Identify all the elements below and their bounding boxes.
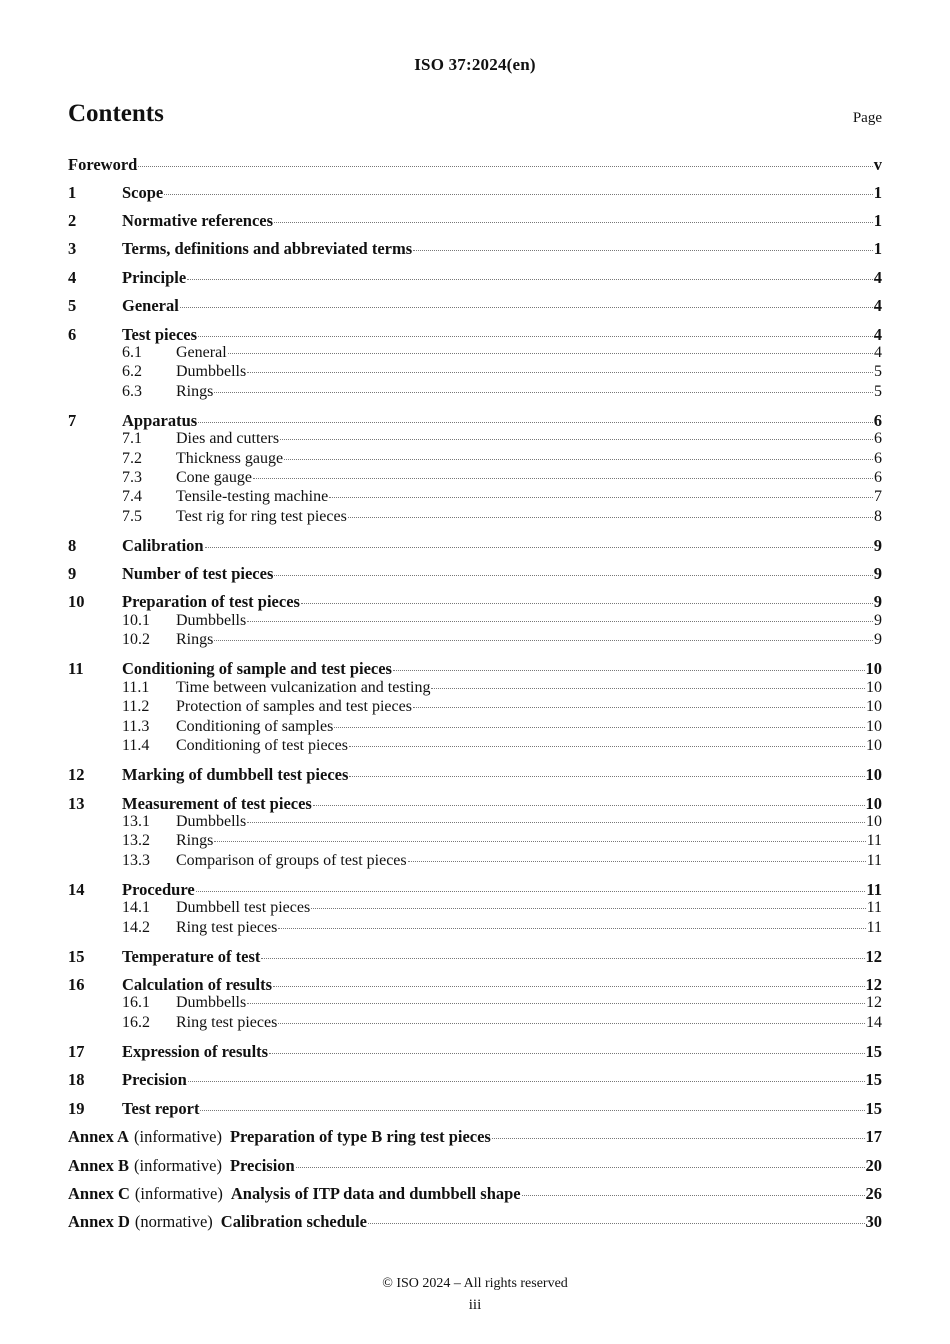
toc-entry-page[interactable]: 14 bbox=[866, 1014, 882, 1031]
toc-entry-page[interactable]: 6 bbox=[874, 430, 882, 447]
toc-entry-title[interactable]: Dumbbells bbox=[176, 994, 247, 1011]
toc-entry-title[interactable]: Terms, definitions and abbreviated terms bbox=[122, 239, 413, 258]
toc-entry-number: 15 bbox=[68, 947, 85, 966]
toc-entry-title[interactable]: Conditioning of test pieces bbox=[176, 737, 348, 754]
toc-entry-page[interactable]: 9 bbox=[873, 564, 882, 583]
footer-page-number: iii bbox=[468, 1297, 482, 1313]
toc-entry[interactable] bbox=[68, 592, 882, 612]
toc-entry-number: 19 bbox=[68, 1099, 85, 1118]
dot-leader bbox=[180, 307, 873, 308]
toc-subentry[interactable] bbox=[68, 679, 882, 699]
toc-entry-page[interactable]: 11 bbox=[866, 899, 882, 916]
toc-entry-title[interactable]: Number of test pieces bbox=[122, 564, 274, 583]
toc-entry-title[interactable]: Ring test pieces bbox=[176, 919, 278, 936]
toc-entry-title[interactable]: Rings bbox=[176, 832, 214, 849]
toc-entry-title[interactable]: Time between vulcanization and testing bbox=[176, 679, 431, 696]
toc-entry-number: 16 bbox=[68, 975, 85, 994]
toc-entry-number: 2 bbox=[68, 211, 77, 230]
dot-leader bbox=[261, 958, 864, 959]
dot-leader bbox=[301, 603, 873, 604]
toc-entry-title[interactable]: Conditioning of samples bbox=[176, 718, 334, 735]
toc-entry-title[interactable]: Marking of dumbbell test pieces bbox=[122, 765, 349, 784]
toc-entry-page[interactable]: 10 bbox=[866, 679, 882, 696]
toc-entry-number: 10.2 bbox=[122, 631, 150, 648]
toc-entry-number: 7.2 bbox=[122, 450, 142, 467]
toc-entry-title[interactable]: Apparatus bbox=[122, 411, 198, 430]
toc-subentry[interactable] bbox=[68, 383, 882, 403]
toc-entry-title[interactable]: Preparation of test pieces bbox=[122, 592, 300, 611]
annex-title[interactable]: Analysis of ITP data and dumbbell shape bbox=[230, 1184, 521, 1203]
toc-entry-number: 12 bbox=[68, 765, 85, 784]
toc-subentry[interactable] bbox=[68, 899, 882, 919]
toc-entry-page[interactable]: 9 bbox=[874, 612, 882, 629]
dot-leader bbox=[311, 908, 865, 909]
dot-leader bbox=[247, 621, 873, 622]
toc-entry-page[interactable]: 15 bbox=[865, 1099, 882, 1118]
toc-entry-title[interactable]: Dies and cutters bbox=[176, 430, 280, 447]
toc-entry-page[interactable]: 6 bbox=[873, 411, 882, 430]
dot-leader bbox=[492, 1138, 865, 1139]
toc-entry[interactable] bbox=[68, 1070, 882, 1090]
dot-leader bbox=[247, 822, 865, 823]
dot-leader bbox=[253, 478, 873, 479]
toc-entry-page[interactable]: 4 bbox=[873, 268, 882, 287]
toc-entry-page[interactable]: 4 bbox=[873, 325, 882, 344]
toc-subentry[interactable] bbox=[68, 631, 882, 651]
dot-leader bbox=[138, 166, 872, 167]
toc-entry-title[interactable]: Cone gauge bbox=[176, 469, 252, 486]
toc-entry-number: 7.1 bbox=[122, 430, 142, 447]
toc-subentry[interactable] bbox=[68, 344, 882, 364]
toc-entry[interactable] bbox=[68, 1042, 882, 1062]
toc-subentry[interactable] bbox=[68, 832, 882, 852]
dot-leader bbox=[214, 640, 873, 641]
toc-entry[interactable] bbox=[68, 1099, 882, 1119]
toc-entry-number: 11.4 bbox=[122, 737, 150, 754]
toc-entry-page[interactable]: 11 bbox=[866, 852, 882, 869]
toc-entry-page[interactable]: 11 bbox=[866, 832, 882, 849]
toc-entry-title[interactable]: General bbox=[176, 344, 227, 361]
toc-entry-title[interactable]: Temperature of test bbox=[122, 947, 261, 966]
toc-entry-number: 10 bbox=[68, 592, 85, 611]
annex-kind: (normative) bbox=[134, 1212, 213, 1231]
toc-entry-page[interactable]: 10 bbox=[865, 794, 882, 813]
dot-leader bbox=[368, 1223, 864, 1224]
toc-entry-number: 6.2 bbox=[122, 363, 142, 380]
toc-entry-title[interactable]: Tensile-testing machine bbox=[176, 488, 329, 505]
toc-entry[interactable] bbox=[68, 975, 882, 995]
toc-subentry[interactable] bbox=[68, 737, 882, 757]
dot-leader bbox=[349, 746, 865, 747]
toc-entry-page[interactable]: 8 bbox=[874, 508, 882, 525]
toc-entry-page[interactable]: 11 bbox=[866, 880, 882, 899]
annex-kind: (informative) bbox=[133, 1127, 222, 1146]
toc-entry-number: 4 bbox=[68, 268, 77, 287]
dot-leader bbox=[187, 279, 873, 280]
toc-entry-page[interactable]: 4 bbox=[873, 296, 882, 315]
toc-entry[interactable] bbox=[68, 296, 882, 316]
dot-leader bbox=[329, 497, 873, 498]
dot-leader bbox=[413, 707, 865, 708]
toc-entry-page[interactable]: 10 bbox=[866, 698, 882, 715]
toc-subentry[interactable] bbox=[68, 612, 882, 632]
toc-entry-title[interactable]: Calculation of results bbox=[122, 975, 273, 994]
toc-entry-number: 7 bbox=[68, 411, 77, 430]
toc-entry-page[interactable]: 10 bbox=[866, 737, 882, 754]
toc-entry-title[interactable]: Dumbbells bbox=[176, 363, 247, 380]
dot-leader bbox=[273, 986, 864, 987]
toc-entry-number: 13 bbox=[68, 794, 85, 813]
toc-entry[interactable] bbox=[68, 794, 882, 814]
toc-entry-number: 14.1 bbox=[122, 899, 150, 916]
toc-entry-page[interactable]: 9 bbox=[873, 536, 882, 555]
dot-leader bbox=[349, 776, 864, 777]
dot-leader bbox=[408, 861, 866, 862]
toc-entry[interactable] bbox=[68, 659, 882, 679]
toc-entry-number: 11 bbox=[68, 659, 84, 678]
toc-entry-page[interactable]: 9 bbox=[873, 592, 882, 611]
dot-leader bbox=[296, 1167, 865, 1168]
dot-leader bbox=[198, 336, 873, 337]
toc-subentry[interactable] bbox=[68, 852, 882, 872]
toc-entry-number: 13.2 bbox=[122, 832, 150, 849]
toc-entry[interactable] bbox=[68, 183, 882, 203]
dot-leader bbox=[522, 1195, 865, 1196]
toc-entry-number: 13.3 bbox=[122, 852, 150, 869]
doc-header: ISO 37:2024(en) bbox=[414, 55, 536, 74]
toc-annex-entry[interactable] bbox=[68, 1212, 882, 1232]
dot-leader bbox=[214, 392, 873, 393]
annex-label: Annex B bbox=[68, 1156, 129, 1175]
toc-entry-page[interactable]: 5 bbox=[874, 383, 882, 400]
toc-entry-page[interactable]: 12 bbox=[866, 994, 882, 1011]
toc-entry[interactable] bbox=[68, 239, 882, 259]
toc-entry[interactable] bbox=[68, 765, 882, 785]
toc-entry-title[interactable]: Test rig for ring test pieces bbox=[176, 508, 347, 525]
toc-entry-title[interactable]: Rings bbox=[176, 631, 214, 648]
toc-entry-number: 18 bbox=[68, 1070, 85, 1089]
toc-entry[interactable] bbox=[68, 325, 882, 345]
annex-label: Annex D bbox=[68, 1212, 130, 1231]
dot-leader bbox=[196, 891, 866, 892]
dot-leader bbox=[198, 422, 873, 423]
toc-entry-title[interactable]: Test pieces bbox=[122, 325, 198, 344]
toc-entry-title[interactable]: Precision bbox=[122, 1070, 187, 1089]
toc-entry-page[interactable]: 4 bbox=[874, 344, 882, 361]
dot-leader bbox=[205, 547, 873, 548]
toc-entry[interactable] bbox=[68, 947, 882, 967]
annex-title[interactable]: Preparation of type B ring test pieces bbox=[229, 1127, 491, 1146]
toc-entry-title[interactable]: Dumbbells bbox=[176, 612, 247, 629]
toc-entry-title[interactable]: Expression of results bbox=[122, 1042, 269, 1061]
toc-entry-title[interactable]: Procedure bbox=[122, 880, 195, 899]
toc-entry[interactable] bbox=[68, 268, 882, 288]
toc-entry-title[interactable]: Normative references bbox=[122, 211, 274, 230]
dot-leader bbox=[188, 1081, 865, 1082]
toc-entry-number: 1 bbox=[68, 183, 77, 202]
toc-entry-title[interactable]: Foreword bbox=[68, 155, 138, 174]
toc-entry-title[interactable]: Ring test pieces bbox=[176, 1014, 278, 1031]
toc-entry[interactable] bbox=[68, 564, 882, 584]
toc-entry-number: 7.5 bbox=[122, 508, 142, 525]
toc-entry[interactable] bbox=[68, 411, 882, 431]
dot-leader bbox=[274, 222, 873, 223]
toc-entry-number: 7.3 bbox=[122, 469, 142, 486]
dot-leader bbox=[214, 841, 865, 842]
dot-leader bbox=[313, 805, 865, 806]
toc-entry-number: 6 bbox=[68, 325, 77, 344]
toc-entry-page[interactable]: 12 bbox=[865, 975, 882, 994]
dot-leader bbox=[348, 517, 873, 518]
toc-entry-title[interactable]: General bbox=[122, 296, 179, 315]
dot-leader bbox=[164, 194, 873, 195]
toc-entry-page[interactable]: 1 bbox=[873, 239, 882, 258]
toc-entry-title[interactable]: Measurement of test pieces bbox=[122, 794, 312, 813]
dot-leader bbox=[278, 928, 865, 929]
dot-leader bbox=[200, 1110, 864, 1111]
toc-entry-number: 14 bbox=[68, 880, 85, 899]
toc-entry-page[interactable]: 10 bbox=[865, 659, 882, 678]
toc-entry-title[interactable]: Test report bbox=[122, 1099, 200, 1118]
toc-entry[interactable] bbox=[68, 155, 882, 175]
toc-entry-page[interactable]: 6 bbox=[874, 469, 882, 486]
annex-label: Annex C bbox=[68, 1184, 130, 1203]
toc-entry-page[interactable]: 15 bbox=[865, 1042, 882, 1061]
annex-title[interactable]: Calibration schedule bbox=[220, 1212, 368, 1231]
toc-entry-title[interactable]: Comparison of groups of test pieces bbox=[176, 852, 407, 869]
toc-subentry[interactable] bbox=[68, 919, 882, 939]
annex-label: Annex A bbox=[68, 1127, 129, 1146]
toc-entry-page[interactable]: 15 bbox=[865, 1070, 882, 1089]
toc-entry-page[interactable]: 5 bbox=[874, 363, 882, 380]
toc-entry-number: 5 bbox=[68, 296, 77, 315]
annex-page[interactable]: 20 bbox=[865, 1156, 882, 1175]
toc-subentry[interactable] bbox=[68, 994, 882, 1014]
dot-leader bbox=[274, 575, 872, 576]
toc-entry-number: 16.1 bbox=[122, 994, 150, 1011]
toc-subentry[interactable] bbox=[68, 508, 882, 528]
toc-entry-number: 14.2 bbox=[122, 919, 150, 936]
toc-entry-page[interactable]: 1 bbox=[873, 183, 882, 202]
toc-entry-page[interactable]: 10 bbox=[866, 718, 882, 735]
toc-entry-number: 9 bbox=[68, 564, 77, 583]
toc-annex-entry[interactable] bbox=[68, 1184, 882, 1204]
dot-leader bbox=[413, 250, 873, 251]
dot-leader bbox=[431, 688, 865, 689]
toc-entry-page[interactable]: 7 bbox=[874, 488, 882, 505]
toc-subentry[interactable] bbox=[68, 430, 882, 450]
dot-leader bbox=[269, 1053, 864, 1054]
toc-subentry[interactable] bbox=[68, 1014, 882, 1034]
footer-copyright: © ISO 2024 – All rights reserved bbox=[382, 1276, 568, 1291]
toc-entry-title[interactable]: Dumbbells bbox=[176, 813, 247, 830]
toc-annex-entry[interactable] bbox=[68, 1127, 882, 1147]
annex-page[interactable]: 17 bbox=[865, 1127, 882, 1146]
dot-leader bbox=[280, 439, 873, 440]
dot-leader bbox=[247, 372, 873, 373]
page-column-label: Page bbox=[852, 110, 882, 126]
toc-entry-number: 11.1 bbox=[122, 679, 150, 696]
toc-subentry[interactable] bbox=[68, 718, 882, 738]
toc-entry-title[interactable]: Dumbbell test pieces bbox=[176, 899, 311, 916]
toc-entry-title[interactable]: Thickness gauge bbox=[176, 450, 284, 467]
toc-entry-page[interactable]: 10 bbox=[865, 765, 882, 784]
dot-leader bbox=[334, 727, 865, 728]
toc-entry-title[interactable]: Principle bbox=[122, 268, 187, 287]
toc-entry-number: 16.2 bbox=[122, 1014, 150, 1031]
annex-title[interactable]: Precision bbox=[229, 1156, 295, 1175]
toc-entry-page[interactable]: v bbox=[873, 155, 882, 174]
annex-kind: (informative) bbox=[134, 1184, 223, 1203]
toc-entry-page[interactable]: 11 bbox=[866, 919, 882, 936]
toc-entry-number: 7.4 bbox=[122, 488, 142, 505]
toc-entry-page[interactable]: 12 bbox=[865, 947, 882, 966]
toc-subentry[interactable] bbox=[68, 363, 882, 383]
toc-annex-entry[interactable] bbox=[68, 1156, 882, 1176]
dot-leader bbox=[393, 670, 865, 671]
toc-entry-number: 11.3 bbox=[122, 718, 150, 735]
toc-entry-number: 11.2 bbox=[122, 698, 150, 715]
toc-subentry[interactable] bbox=[68, 698, 882, 718]
annex-page[interactable]: 30 bbox=[865, 1212, 882, 1231]
toc-entry-page[interactable]: 10 bbox=[866, 813, 882, 830]
toc-entry-number: 8 bbox=[68, 536, 77, 555]
toc-entry-title[interactable]: Calibration bbox=[122, 536, 204, 555]
toc-entry-title[interactable]: Conditioning of sample and test pieces bbox=[122, 659, 392, 678]
toc-subentry[interactable] bbox=[68, 488, 882, 508]
contents-title: Contents bbox=[68, 100, 164, 127]
annex-kind: (informative) bbox=[133, 1156, 222, 1175]
toc-entry-number: 10.1 bbox=[122, 612, 150, 629]
dot-leader bbox=[278, 1023, 865, 1024]
toc-subentry[interactable] bbox=[68, 450, 882, 470]
toc-entry-page[interactable]: 1 bbox=[873, 211, 882, 230]
toc-entry-page[interactable]: 9 bbox=[874, 631, 882, 648]
toc-entry[interactable] bbox=[68, 211, 882, 231]
toc-subentry[interactable] bbox=[68, 813, 882, 833]
toc-entry-page[interactable]: 6 bbox=[874, 450, 882, 467]
toc-entry-number: 6.1 bbox=[122, 344, 142, 361]
toc-entry-number: 17 bbox=[68, 1042, 85, 1061]
dot-leader bbox=[247, 1003, 865, 1004]
toc-entry-number: 13.1 bbox=[122, 813, 150, 830]
toc-entry[interactable] bbox=[68, 536, 882, 556]
toc-entry-title[interactable]: Rings bbox=[176, 383, 214, 400]
toc-entry-title[interactable]: Scope bbox=[122, 183, 164, 202]
toc-entry-title[interactable]: Protection of samples and test pieces bbox=[176, 698, 412, 715]
dot-leader bbox=[284, 459, 873, 460]
toc-subentry[interactable] bbox=[68, 469, 882, 489]
toc-entry-number: 6.3 bbox=[122, 383, 142, 400]
annex-page[interactable]: 26 bbox=[865, 1184, 882, 1203]
dot-leader bbox=[228, 353, 873, 354]
toc-entry-number: 3 bbox=[68, 239, 77, 258]
toc-entry[interactable] bbox=[68, 880, 882, 900]
